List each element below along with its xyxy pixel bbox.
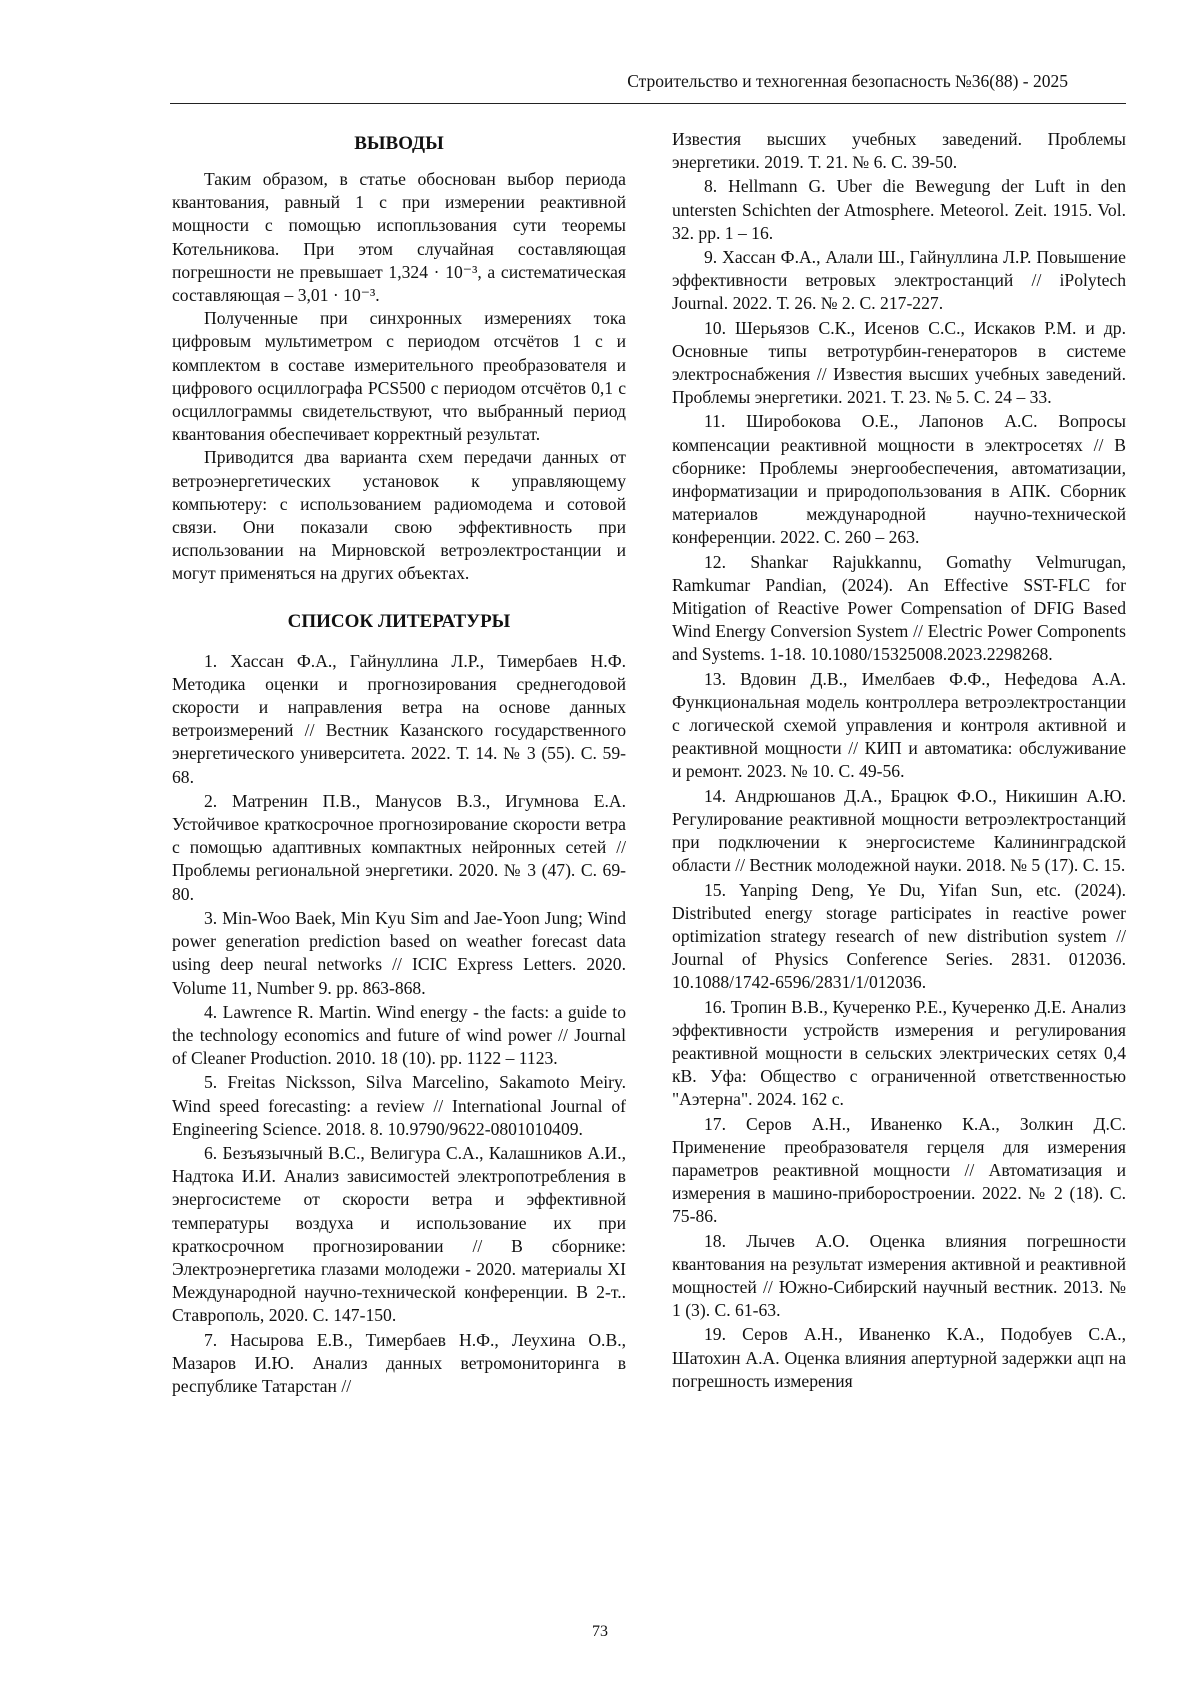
right-column — [672, 128, 1126, 1394]
reference-item: 3. Min-Woo Baek, Min Kyu Sim and Jae-Yoon Jung; Wind power generation prediction based on weather forecast data using deep neural networks // ICIC Express Letters. 2020. Volume 11, Number 9. pp. 863-868. — [172, 907, 626, 998]
reference-item: 15. Yanping Deng, Ye Du, Yifan Sun, etc. (2024). Distributed energy storage participates in reactive power optimization strategy research of new distribution system // Journal of Physics Conference Series. 2831. 012036. 10.1088/1742-6596/2831/1/012036. — [672, 879, 1126, 993]
running-header: Строительство и техногенная безопасность №36(88) - 2025 — [627, 71, 1068, 91]
reference-item: 11. Широбокова О.Е., Лапонов А.С. Вопросы компенсации реактивной мощности в электросетях // В сборнике: Проблемы энергообеспечения, автоматизации, информатизации и природопользования в АПК. Сборник материалов международной научно-технической конференции. 2022. С. 260 – 263. — [672, 411, 1126, 548]
reference-item: 1. Хассан Ф.А., Гайнуллина Л.Р., Тимербаев Н.Ф. Методика оценки и прогнозирования среднегодовой скорости и направления ветра на основе данных ветроизмерений // Вестник Казанского государственного энергетического университета. 2022. Т. 14. № 3 (55). С. 59-68. — [172, 650, 626, 787]
conclusions-paragraph: Приводится два варианта схем передачи данных от ветроэнергетических установок к управляющему компьютеру: с использованием радиомодема и сотовой связи. Они показали свою эффективность при использовании на Мирновской ветроэлектростанции и могут применяться на других объектах. — [172, 447, 626, 584]
reference-item: 6. Безъязычный В.С., Велигура С.А., Калашников А.И., Надтока И.И. Анализ зависимостей электропотребления в энергосистеме от скорости ветра и эффективной температуры воздуха и использование их при краткосрочном прогнозировании // В сборнике: Электроэнергетика глазами молодежи - 2020. материалы XI Международной научно-технической конференции. В 2-т.. Ставрополь, 2020. С. 147-150. — [172, 1142, 626, 1326]
reference-item: 19. Серов А.Н., Иваненко К.А., Подобуев С.А., Шатохин А.А. Оценка влияния апертурной задержки ацп на погрешность измерения — [672, 1324, 1126, 1391]
conclusions-heading: ВЫВОДЫ — [354, 133, 444, 154]
header-rule — [170, 103, 1126, 104]
reference-item: 5. Freitas Nicksson, Silva Marcelino, Sakamoto Meiry. Wind speed forecasting: a review // International Journal of Engineering Science. 2018. 8. 10.9790/9622-0801010409. — [172, 1072, 626, 1139]
reference-item: 16. Тропин В.В., Кучеренко Р.Е., Кучеренко Д.Е. Анализ эффективности устройств измерения и регулирования реактивной мощности в сельских электрических сетях 0,4 кВ. Уфа: Общество с ограниченной ответственностью "Аэтерна". 2024. 162 с. — [672, 996, 1126, 1110]
reference-item: 18. Лычев А.О. Оценка влияния погрешности квантования на результат измерения активной и реактивной мощностей // Южно-Сибирский научный вестник. 2013. № 1 (3). С. 61-63. — [672, 1230, 1126, 1321]
conclusions-paragraph: Таким образом, в статье обоснован выбор периода квантования, равный 1 с при измерении реактивной мощности с помощью испопльзования сути теоремы Котельникова. При этом случайная составляющая погрешности не превышает 1,324 · 10⁻³, а систематическая составляющая – 3,01 · 10⁻³. — [172, 169, 626, 306]
reference-item: 10. Шерьязов С.К., Исенов С.С., Искаков Р.М. и др. Основные типы ветротурбин-генераторов в системе электроснабжения // Известия высших учебных заведений. Проблемы энергетики. 2021. Т. 23. № 5. С. 24 – 33. — [672, 317, 1126, 408]
page-number: 73 — [592, 1623, 608, 1640]
reference-item: 7. Насырова Е.В., Тимербаев Н.Ф., Леухина О.В., Мазаров И.Ю. Анализ данных ветромониторинга в республике Татарстан // — [172, 1329, 626, 1396]
reference-item-continuation: Известия высших учебных заведений. Проблемы энергетики. 2019. Т. 21. № 6. С. 39-50. — [672, 129, 1126, 173]
left-column — [172, 128, 626, 1399]
reference-item: 13. Вдовин Д.В., Имелбаев Ф.Ф., Нефедова А.А. Функциональная модель контроллера ветроэлектростанции с логической схемой управления и контроля активной и реактивной мощности // КИП и автоматика: обслуживание и ремонт. 2023. № 10. С. 49-56. — [672, 668, 1126, 782]
reference-item: 8. Hellmann G. Uber die Bewegung der Luft in den untersten Schichten der Atmosphere. Meteorol. Zeit. 1915. Vol. 32. pp. 1 – 16. — [672, 176, 1126, 243]
reference-item: 2. Матренин П.В., Манусов В.З., Игумнова Е.А. Устойчивое краткосрочное прогнозирование скорости ветра с помощью адаптивных компактных нейронных сетей // Проблемы региональной энергетики. 2020. № 3 (47). С. 69-80. — [172, 790, 626, 904]
reference-item: 9. Хассан Ф.А., Алали Ш., Гайнуллина Л.Р. Повышение эффективности ветровых электростанций // iPolytech Journal. 2022. Т. 26. № 2. С. 217-227. — [672, 247, 1126, 314]
references-heading: СПИСОК ЛИТЕРАТУРЫ — [287, 610, 511, 632]
conclusions-paragraph: Полученные при синхронных измерениях тока цифровым мультиметром с периодом отсчётов 1 с и комплектом в составе измерительного преобразователя и цифрового осциллографа PCS500 с периодом отсчётов 0,1 с осциллограммы свидетельствуют, что выбранный период квантования обеспечивает корректный результат. — [172, 308, 626, 445]
reference-item: 17. Серов А.Н., Иваненко К.А., Золкин Д.С. Применение преобразователя герцеля для измерения параметров реактивной мощности // Автоматизация и измерения в машино-приборостроении. 2022. № 2 (18). С. 75-86. — [672, 1113, 1126, 1227]
reference-item: 4. Lawrence R. Martin. Wind energy - the facts: a guide to the technology economics and future of wind power // Journal of Cleaner Production. 2010. 18 (10). pp. 1122 – 1123. — [172, 1001, 626, 1069]
reference-item: 14. Андрюшанов Д.А., Брацюк Ф.О., Никишин А.Ю. Регулирование реактивной мощности ветроэлектростанций при подключении к энергосистеме Калининградской области // Вестник молодежной науки. 2018. № 5 (17). С. 15. — [672, 785, 1126, 876]
reference-item: 12. Shankar Rajukkannu, Gomathy Velmurugan, Ramkumar Pandian, (2024). An Effective SST-FLC for Mitigation of Reactive Power Compensation of DFIG Based Wind Energy Conversion System // Electric Power Components and Systems. 1-18. 10.1080/15325008.2023.2298268. — [672, 551, 1126, 665]
